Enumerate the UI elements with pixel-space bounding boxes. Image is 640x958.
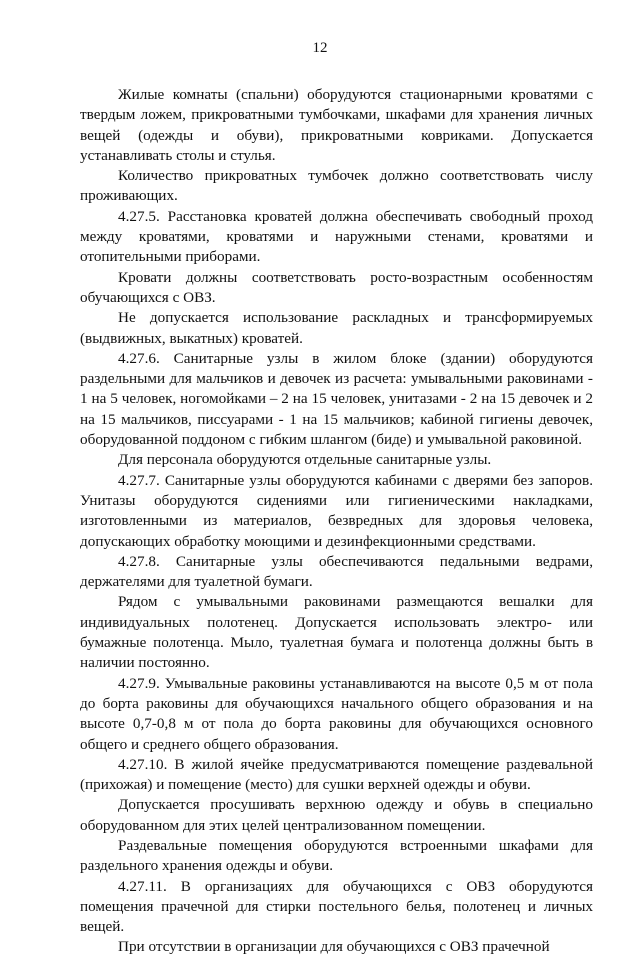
paragraph-folding-beds: Не допускается использование раскладных и трансформируемых (выдвижных, выкатных) кроватей. [80, 309, 593, 347]
paragraph-towel-hangers: Рядом с умывальными раковинами размещаются вешалки для индивидуальных полотенец. Допускается использовать электро- или бумажные полотенца. Мыло, туалетная бумага и полотенца должны быть в наличии постоянно. [80, 593, 593, 672]
paragraph-bedrooms-furniture: Жилые комнаты (спальни) оборудуются стационарными кроватями с твердым ложем, прикроватными тумбочками, шкафами для хранения личных вещей (одежды и обуви), прикроватными ковриками. Допускается устанавливать столы и стулья. [80, 86, 593, 164]
paragraph-4-27-11: 4.27.11. В организациях для обучающихся с ОВЗ оборудуются помещения прачечной для стирки постельного белья, полотенец и личных вещей. [80, 877, 593, 936]
paragraph-wardrobes: Раздевальные помещения оборудуются встроенными шкафами для раздельного хранения одежды и обуви. [80, 836, 593, 875]
document-body [80, 85, 593, 958]
paragraph-laundry-absence: При отсутствии в организации для обучающихся с ОВЗ прачечной [118, 938, 550, 956]
paragraph-drying-room: Допускается просушивать верхнюю одежду и обувь в специально оборудованном для этих целей централизованном помещении. [80, 796, 593, 834]
page-number: 12 [312, 40, 328, 56]
paragraph-4-27-7: 4.27.7. Санитарные узлы оборудуются кабинами с дверями без запоров. Унитазы оборудуются сидениями или гигиеническими накладками, изготовленными из материалов, безвредных для здоровья человека, допускающих обработку моющими и дезинфекционными средствами. [80, 471, 593, 550]
paragraph-4-27-9: 4.27.9. Умывальные раковины устанавливаются на высоте 0,5 м от пола до борта раковины для обучающихся начального общего образования и на высоте 0,7-0,8 м от пола до борта раковины для обучающихся основного общего и среднего общего образования. [80, 674, 593, 753]
paragraph-bedside-tables: Количество прикроватных тумбочек должно соответствовать числу проживающих. [80, 167, 593, 205]
paragraph-beds-age: Кровати должны соответствовать росто-возрастным особенностям обучающихся с ОВЗ. [80, 268, 593, 306]
paragraph-4-27-8: 4.27.8. Санитарные узлы обеспечиваются педальными ведрами, держателями для туалетной бумаги. [80, 552, 593, 591]
paragraph-4-27-6: 4.27.6. Санитарные узлы в жилом блоке (здании) оборудуются раздельными для мальчиков и девочек из расчета: умывальными раковинами - 1 на 5 человек, ногомойками – 2 на 15 человек, унитазами - 2 на 15 девочек и 2 на 15 мальчиков, писсуарами - 1 на 15 мальчиков; кабиной гигиены девочек, оборудованной поддоном с гибким шлангом (биде) и умывальной раковиной. [80, 349, 593, 449]
paragraph-staff-toilets: Для персонала оборудуются отдельные санитарные узлы. [118, 451, 492, 469]
paragraph-4-27-10: 4.27.10. В жилой ячейке предусматриваются помещение раздевальной (прихожая) и помещение (место) для сушки верхней одежды и обуви. [80, 755, 593, 794]
paragraph-4-27-5: 4.27.5. Расстановка кроватей должна обеспечивать свободный проход между кроватями, кроватями и наружными стенами, кроватями и отопительными приборами. [80, 207, 593, 266]
